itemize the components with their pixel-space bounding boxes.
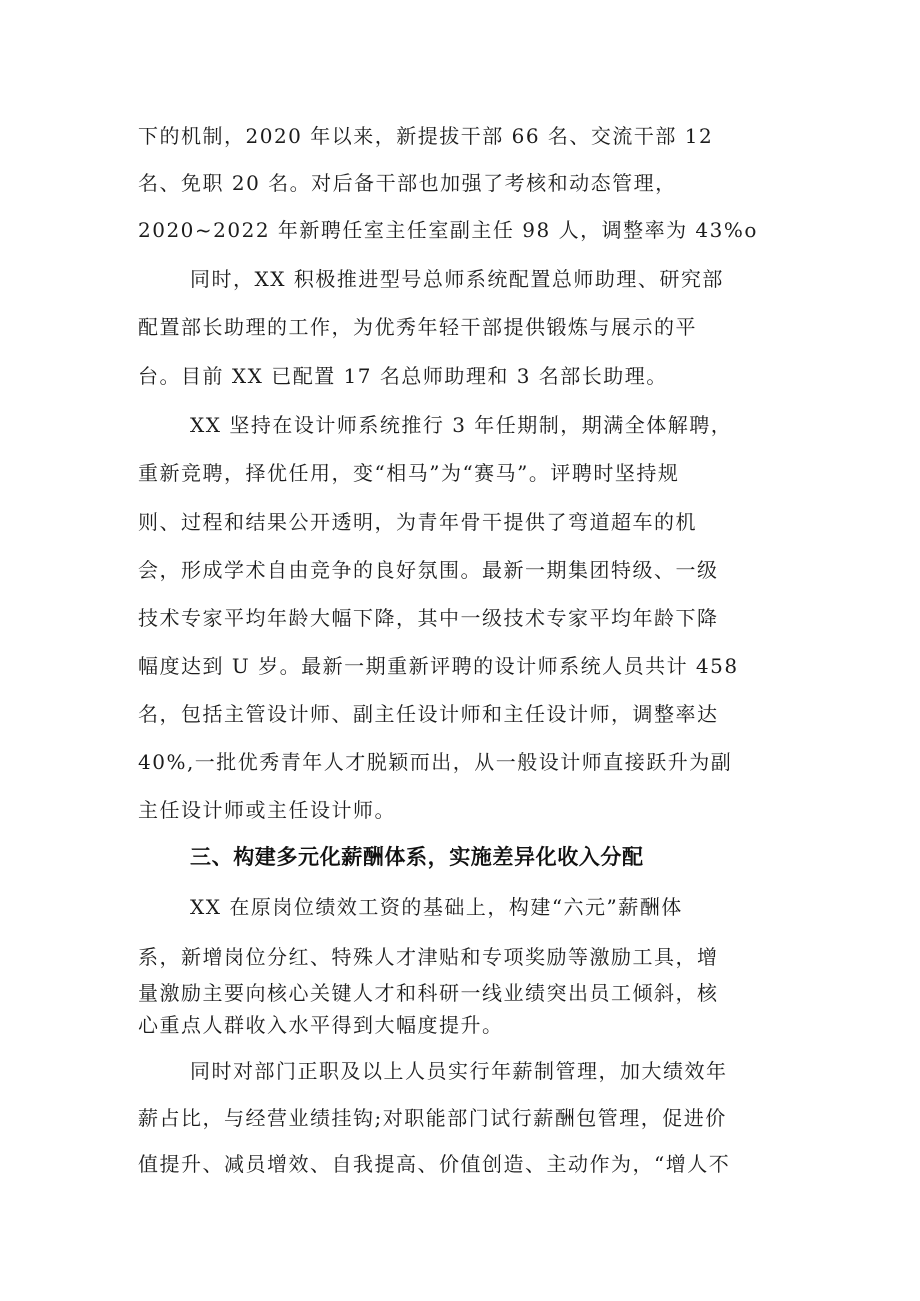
body-text-line: 技术专家平均年龄大幅下降，其中一级技术专家平均年龄下降 <box>138 606 719 630</box>
body-text-line: 薪占比，与经营业绩挂钩;对职能部门试行薪酬包管理，促进价 <box>138 1106 727 1130</box>
body-text-line: 名、免职 20 名。对后备干部也加强了考核和动态管理， <box>138 171 677 195</box>
paragraph-first-line: XX 坚持在设计师系统推行 3 年任期制，期满全体解聘， <box>190 413 733 437</box>
paragraph-first-line: 同时，XX 积极推进型号总师系统配置总师助理、研究部 <box>190 267 724 291</box>
body-text-line: 系，新增岗位分红、特殊人才津贴和专项奖励等激励工具，增 <box>138 945 719 969</box>
body-text-line: 下的机制，2020 年以来，新提拔干部 66 名、交流干部 12 <box>138 124 714 148</box>
body-text-line: 台。目前 XX 已配置 17 名总师助理和 3 名部长助理。 <box>138 364 668 388</box>
body-text-line: 则、过程和结果公开透明，为青年骨干提供了弯道超车的机 <box>138 510 697 534</box>
body-text-line: 40%,一批优秀青年人才脱颖而出，从一般设计师直接跃升为副 <box>138 750 733 774</box>
body-text-line: 值提升、减员增效、自我提高、价值创造、主动作为，“增人不 <box>138 1152 731 1176</box>
body-text-line: 会，形成学术自由竞争的良好氛围。最新一期集团特级、一级 <box>138 558 719 582</box>
body-text-line: 重新竞聘，择优任用，变“相马”为“赛马”。评聘时坚持规 <box>138 461 680 485</box>
paragraph-first-line: XX 在原岗位绩效工资的基础上，构建“六元”薪酬体 <box>190 895 683 919</box>
section-heading: 三、构建多元化薪酬体系，实施差异化收入分配 <box>190 845 644 869</box>
body-text-line: 配置部长助理的工作，为优秀年轻干部提供锻炼与展示的平 <box>138 315 697 339</box>
body-text-line: 主任设计师或主任设计师。 <box>138 798 396 822</box>
body-text-line: 量激励主要向核心关键人才和科研一线业绩突出员工倾斜，核 <box>138 981 719 1005</box>
body-text-line: 名，包括主管设计师、副主任设计师和主任设计师，调整率达 <box>138 702 719 726</box>
body-text-line: 幅度达到 U 岁。最新一期重新评聘的设计师系统人员共计 458 <box>138 654 739 678</box>
body-text-line: 2020~2022 年新聘任室主任室副主任 98 人，调整率为 43%o <box>138 218 758 242</box>
body-text-line: 心重点人群收入水平得到大幅度提升。 <box>138 1013 504 1037</box>
paragraph-first-line: 同时对部门正职及以上人员实行年薪制管理，加大绩效年 <box>190 1059 728 1083</box>
